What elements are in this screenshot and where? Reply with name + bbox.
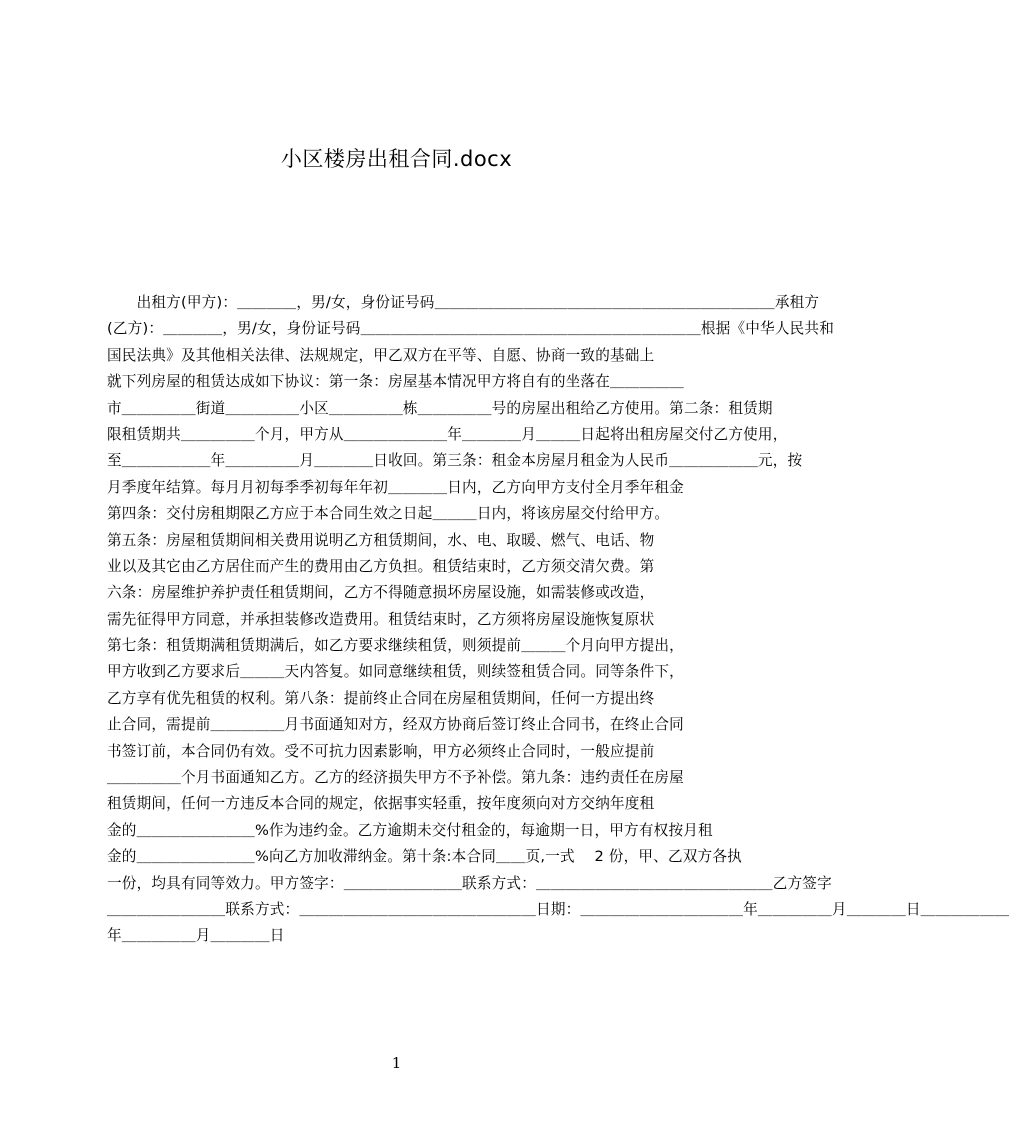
page-number: 1 [391,1054,402,1072]
contract-line: 乙方享有优先租赁的权利。第八条：提前终止合同在房屋租赁期间，任何一方提出终 [107,689,655,707]
contract-line: 第四条：交付房租期限乙方应于本合同生效之日起＿＿＿日内，将该房屋交付给甲方。 [107,505,670,523]
contract-line: 六条：房屋维护养护责任租赁期间，乙方不得随意损坏房屋设施，如需装修或改造， [107,584,655,602]
contract-line: 就下列房屋的租赁达成如下协议：第一条：房屋基本情况甲方将自有的坐落在＿＿＿＿＿ [107,373,684,391]
contract-line: 第五条：房屋租赁期间相关费用说明乙方租赁期间，水、电、取暖、燃气、电话、物 [107,531,655,549]
document-title: 小区楼房出租合同.docx [280,147,513,171]
contract-line: ＿＿＿＿＿＿＿＿联系方式：＿＿＿＿＿＿＿＿＿＿＿＿＿＿＿＿日期：＿＿＿＿＿＿＿＿＿＿＿年＿＿＿＿＿月＿＿＿＿日＿＿＿＿＿＿ [107,900,1009,918]
contract-line: (乙方)：＿＿＿＿，男/女，身份证号码＿＿＿＿＿＿＿＿＿＿＿＿＿＿＿＿＿＿＿＿＿＿＿根据《中华人民共和 [107,320,835,338]
contract-line: 金的＿＿＿＿＿＿＿＿%作为违约金。乙方逾期未交付租金的，每逾期一日，甲方有权按月租 [107,821,713,839]
contract-line: 出租方(甲方)：＿＿＿＿，男/女，身份证号码＿＿＿＿＿＿＿＿＿＿＿＿＿＿＿＿＿＿＿＿＿＿＿承租方 [107,294,820,311]
contract-line: ＿＿＿＿＿个月书面通知乙方。乙方的经济损失甲方不予补偿。第九条：违约责任在房屋 [107,769,684,787]
contract-line: 甲方收到乙方要求后＿＿＿天内答复。如同意继续租赁，则续签租赁合同。同等条件下， [107,663,684,681]
contract-line: 年＿＿＿＿＿月＿＿＿＿日 [107,927,285,945]
contract-line: 国民法典》及其他相关法律、法规规定，甲乙双方在平等、自愿、协商一致的基础上 [107,346,655,364]
contract-line: 需先征得甲方同意，并承担装修改造费用。租赁结束时，乙方须将房屋设施恢复原状 [107,610,655,628]
contract-line: 月季度年结算。每月月初每季季初每年年初＿＿＿＿日内，乙方向甲方支付全月季年租金 [107,478,684,496]
contract-line: 止合同，需提前＿＿＿＿＿月书面通知对方，经双方协商后签订终止合同书，在终止合同 [107,716,684,734]
contract-line: 业以及其它由乙方居住而产生的费用由乙方负担。租赁结束时，乙方须交清欠费。第 [107,557,655,575]
contract-body [107,290,1009,950]
contract-line: 限租赁期共＿＿＿＿＿个月，甲方从＿＿＿＿＿＿＿年＿＿＿＿月＿＿＿日起将出租房屋交付乙方使用， [107,425,788,443]
contract-line: 书签订前，本合同仍有效。受不可抗力因素影响，甲方必须终止合同时，一般应提前 [107,742,655,760]
contract-line: 第七条：租赁期满租赁期满后，如乙方要求继续租赁，则须提前＿＿＿个月向甲方提出， [107,637,684,655]
contract-line: 至＿＿＿＿＿＿年＿＿＿＿＿月＿＿＿＿日收回。第三条：租金本房屋月租金为人民币＿＿＿＿＿＿元，按 [107,452,803,470]
contract-line: 租赁期间，任何一方违反本合同的规定，依据事实轻重，按年度须向对方交纳年度租 [107,795,655,813]
contract-line: 市＿＿＿＿＿街道＿＿＿＿＿小区＿＿＿＿＿栋＿＿＿＿＿号的房屋出租给乙方使用。第二条：租赁期 [107,399,773,417]
contract-line: 金的＿＿＿＿＿＿＿＿%向乙方加收滞纳金。第十条:本合同＿＿页,一式 2 份，甲、乙双方各执 [107,848,742,866]
contract-line: 一份，均具有同等效力。甲方签字：＿＿＿＿＿＿＿＿联系方式：＿＿＿＿＿＿＿＿＿＿＿＿＿＿＿＿乙方签字 [107,874,832,892]
